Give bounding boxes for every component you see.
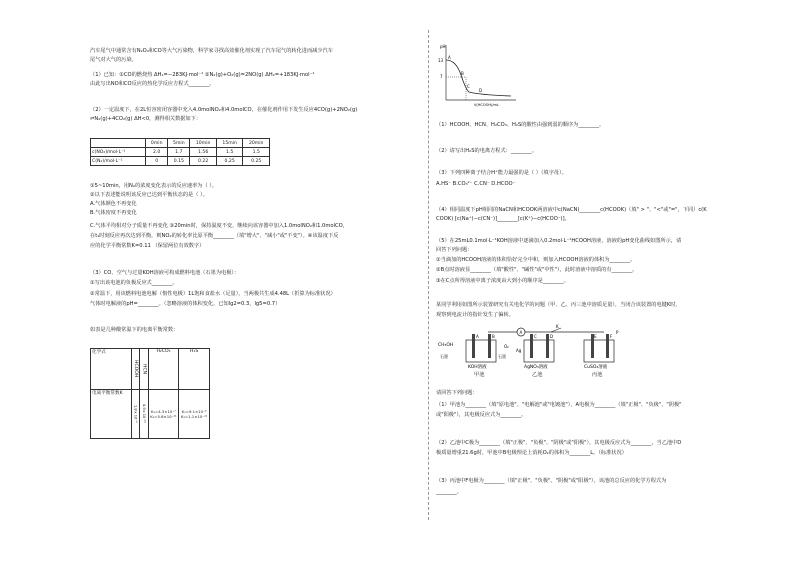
electrode-f [606,334,609,358]
svg-text:CH₃OH: CH₃OH [438,343,454,348]
q1-line-2: 由此写出NO和CO反应的热化学反应方程式________。 [90,81,215,87]
svg-text:P: P [616,330,619,335]
point-label: D [479,88,483,93]
r-qa-3: （2）乙池中C极为________（填"正极"、"负极"、"阴极"或"阳极"），其电极反应式为________，当乙池中D [436,440,682,446]
r-qa-4: 极质量增重21.6g时，甲池中B电极理论上消耗O₂的体积为________L。（标准状况） [436,450,627,456]
r-q4-1: （4）相同温度下pH相同的NaCN和HCOOK两溶液中c(NaCN)________c(HCOOK)（填" > "、"<"或"="，下同）c(K [436,207,707,213]
intro-line-2: 尾气对大气的污染。 [90,57,137,63]
r-q2: （2）请写出H₂S的电离方程式：________。 [436,148,537,154]
acid-table-caption: 如表是几种酸常温下的电离平衡常数： [90,327,179,333]
q2-sub-3: A.气体颜色不再变化 [90,201,137,207]
r-qa-6: ________。 [436,489,462,495]
acid-table: 化学式 HCOOH HCN H₂CO₃ H₂S 电离平衡常数K 1.8×10⁻⁴ 4.9×10⁻¹⁰ K₁=4.3×10⁻⁷ K₂=5.6×10⁻¹¹ K₁=9.1×10⁻⁸ K₂=1.1×10⁻¹² [90,348,210,439]
svg-text:D: D [550,334,554,339]
q3-line-4: 气体时电解液的pH=________。（忽略溶液的体积变化，已知lg2=0.3，lg5=0.7） [90,301,281,307]
table-row: 电离平衡常数K 1.8×10⁻⁴ 4.9×10⁻¹⁰ K₁=4.3×10⁻⁷ K₂=5.6×10⁻¹¹ K₁=9.1×10⁻⁸ K₂=1.1×10⁻¹² [91,390,210,439]
graph-tick: 7 [440,74,443,79]
electrode-c [530,334,533,358]
point-label: A [448,55,451,60]
cell-label-yi: 乙池 [532,372,543,378]
r-qa-0: 请回答下列问题： [436,390,478,396]
electrode-b [488,334,491,358]
r-q5-5: ③在C点所得溶液中离子浓度由大到小的顺序是________。 [436,278,569,284]
q2-sub-5: C.气体平均相对分子质量不再变化 ③20min时，保持温度不变，继续向该容器中加入1.0molNO₂和1.0molCO， [90,223,348,229]
svg-text:O₂: O₂ [504,344,509,349]
table-row: C(N₂)/mol·L⁻¹ 0 0.15 0.22 0.25 0.25 [91,157,270,166]
left-column [90,0,420,562]
beaker-yi [524,340,554,362]
r-q5-2: 回答下列问题： [436,247,473,253]
right-column [436,0,766,562]
r-qa-5: （3）丙池中F电极为________（填"正极"、"负极"、"阴极"或"阳极"），该池的总反应的化学方程式为 [436,478,667,484]
svg-text:Ag: Ag [516,348,522,353]
table-header-cell: 5min [168,139,190,148]
intro-line-1: 汽车尾气中通常含有N₂O₄和CO等大气污染物，科学家寻找高效催化剂实现了汽车尾气的转化进而减少汽车 [90,48,333,54]
cell-label-bing: 丙池 [592,372,603,378]
r-q4-2: COOK) [c(Na⁺)−c(CN⁻)]________[c(K⁺)−c(HCOO⁻)]。 [436,216,570,222]
graph-xlabel: V(HCOOH)/mL [474,103,499,107]
table-header-cell: 20min [243,139,270,148]
q2-line-1: （2）一定温度下，在2L恒容密闭容器中充入4.0molNO₂和4.0molCO，在催化剂作用下发生反应4CO(g)+2NO₂(g) [90,107,358,113]
q3-line-1: （3）CO、空气与过量KOH溶液可构成燃料电池（石墨为电极）： [90,270,240,276]
svg-text:B: B [492,334,495,339]
svg-text:AgNO₃溶液: AgNO₃溶液 [524,365,548,370]
q2-sub-7: 应的化学平衡常数K=0.11 （保留两位有效数字） [90,243,205,249]
table-header-cell: 0min [146,139,168,148]
q2-line-2: ⇌N₂(g)+4CO₂(g) ΔH<0，测得相关数据如下： [90,116,202,122]
point-label: C [467,84,470,89]
q2-sub-4: B.气体密度不再变化 [90,210,137,216]
r-q5-3: ①当滴加的HCOOH溶液的体积恰好完全中和，则加入HCOOH溶液的体积为________。 [436,257,636,263]
r-q5-4: ②B点时溶液显________（填"酸性"、"碱性"或"中性"），此时溶液中溶质的有________。 [436,267,638,273]
q2-sub-6: 在t₁时刻反应再次达到平衡，则NO₂的转化率比原平衡________（填"增大"、"减小"或"不变"）。④该温度下反 [90,233,339,239]
r-q6-1: 某同学利用如图所示装置研究有关电化学的问题（甲、乙、丙三池中溶质足量），当闭合该装置的电键K时， [436,302,681,308]
r-q3-2: A.HS⁻ B.CO₃²⁻ C.CN⁻ D.HCOO⁻ [436,181,516,187]
svg-text:A: A [476,334,479,339]
graph-tick: 13 [438,58,444,63]
r-q6-2: 观察到电流计的指针发生了偏转。 [436,312,514,318]
svg-text:F: F [610,334,613,339]
electrode-d [546,334,549,358]
svg-text:石墨: 石墨 [498,354,506,359]
table-header-cell: 10min [190,139,217,148]
q1-line-1: （1）已知：①CO的燃烧热 ΔH₁=−283KJ·mol⁻¹ ②N₂(g)+O₂(g)=2NO(g) ΔH₂=+183KJ·mol⁻¹ [90,72,315,78]
beaker-jia [466,340,496,362]
electrode-a [472,334,475,358]
svg-text:A: A [519,330,523,335]
titration-graph [436,40,526,110]
q2-sub-2: ②以下表述能说明该反应已达到平衡状态的是（ ）。 [90,192,208,198]
svg-text:KOH溶液: KOH溶液 [468,365,487,370]
column-divider [428,30,429,520]
svg-text:CuSO₄溶液: CuSO₄溶液 [584,365,608,370]
beaker-bing [584,340,614,362]
q2-sub-1: ①5~10min，用N₂的浓度变化表示的反应速率为（ ）。 [90,183,218,189]
r-q5-1: （5）在25mL0.1mol·L⁻¹KOH溶液中逐滴加入0.2mol·L⁻¹HCOOH溶液，溶液的pH变化曲线如图所示，请 [436,238,682,244]
table-header-cell [91,139,146,148]
q3-line-3: ②常温下，用该燃料电池电解（惰性电极）1L饱和食盐水（足量），当两极共生成4.48L（折算为标准状况） [90,291,336,297]
electrochemical-apparatus [436,322,636,374]
svg-text:C: C [534,334,537,339]
svg-text:E: E [594,334,597,339]
cell-label-jia: 甲池 [474,372,485,378]
r-qa-2: 或"阳极"），其电极反应式为________。 [436,412,527,418]
table-header-cell: 15min [216,139,243,148]
r-q3-1: （3）下列四种离子结合H⁺能力最强的是（ ）（填字母）。 [436,170,567,176]
svg-text:石墨: 石墨 [440,354,448,359]
table-row: c(NO₂)/mol·L⁻¹ 2.0 1.7 1.56 1.5 1.5 [91,148,270,157]
r-qa-1: （1）甲池为________（填"原电池"、"电解池"或"电镀池"），A电极为________（填"正极"、"负极"、"阴极" [436,402,682,408]
r-q1: （1）HCOOH、HCN、H₂CO₃、H₂S的酸性由强到弱的顺序为________。 [436,122,605,128]
point-label: B [461,71,464,76]
q3-line-2: ①写出该电池的负极反应式________。 [90,280,178,286]
graph-ylabel: pH [440,44,446,49]
concentration-table [90,138,270,166]
switch-label: K [556,324,559,329]
